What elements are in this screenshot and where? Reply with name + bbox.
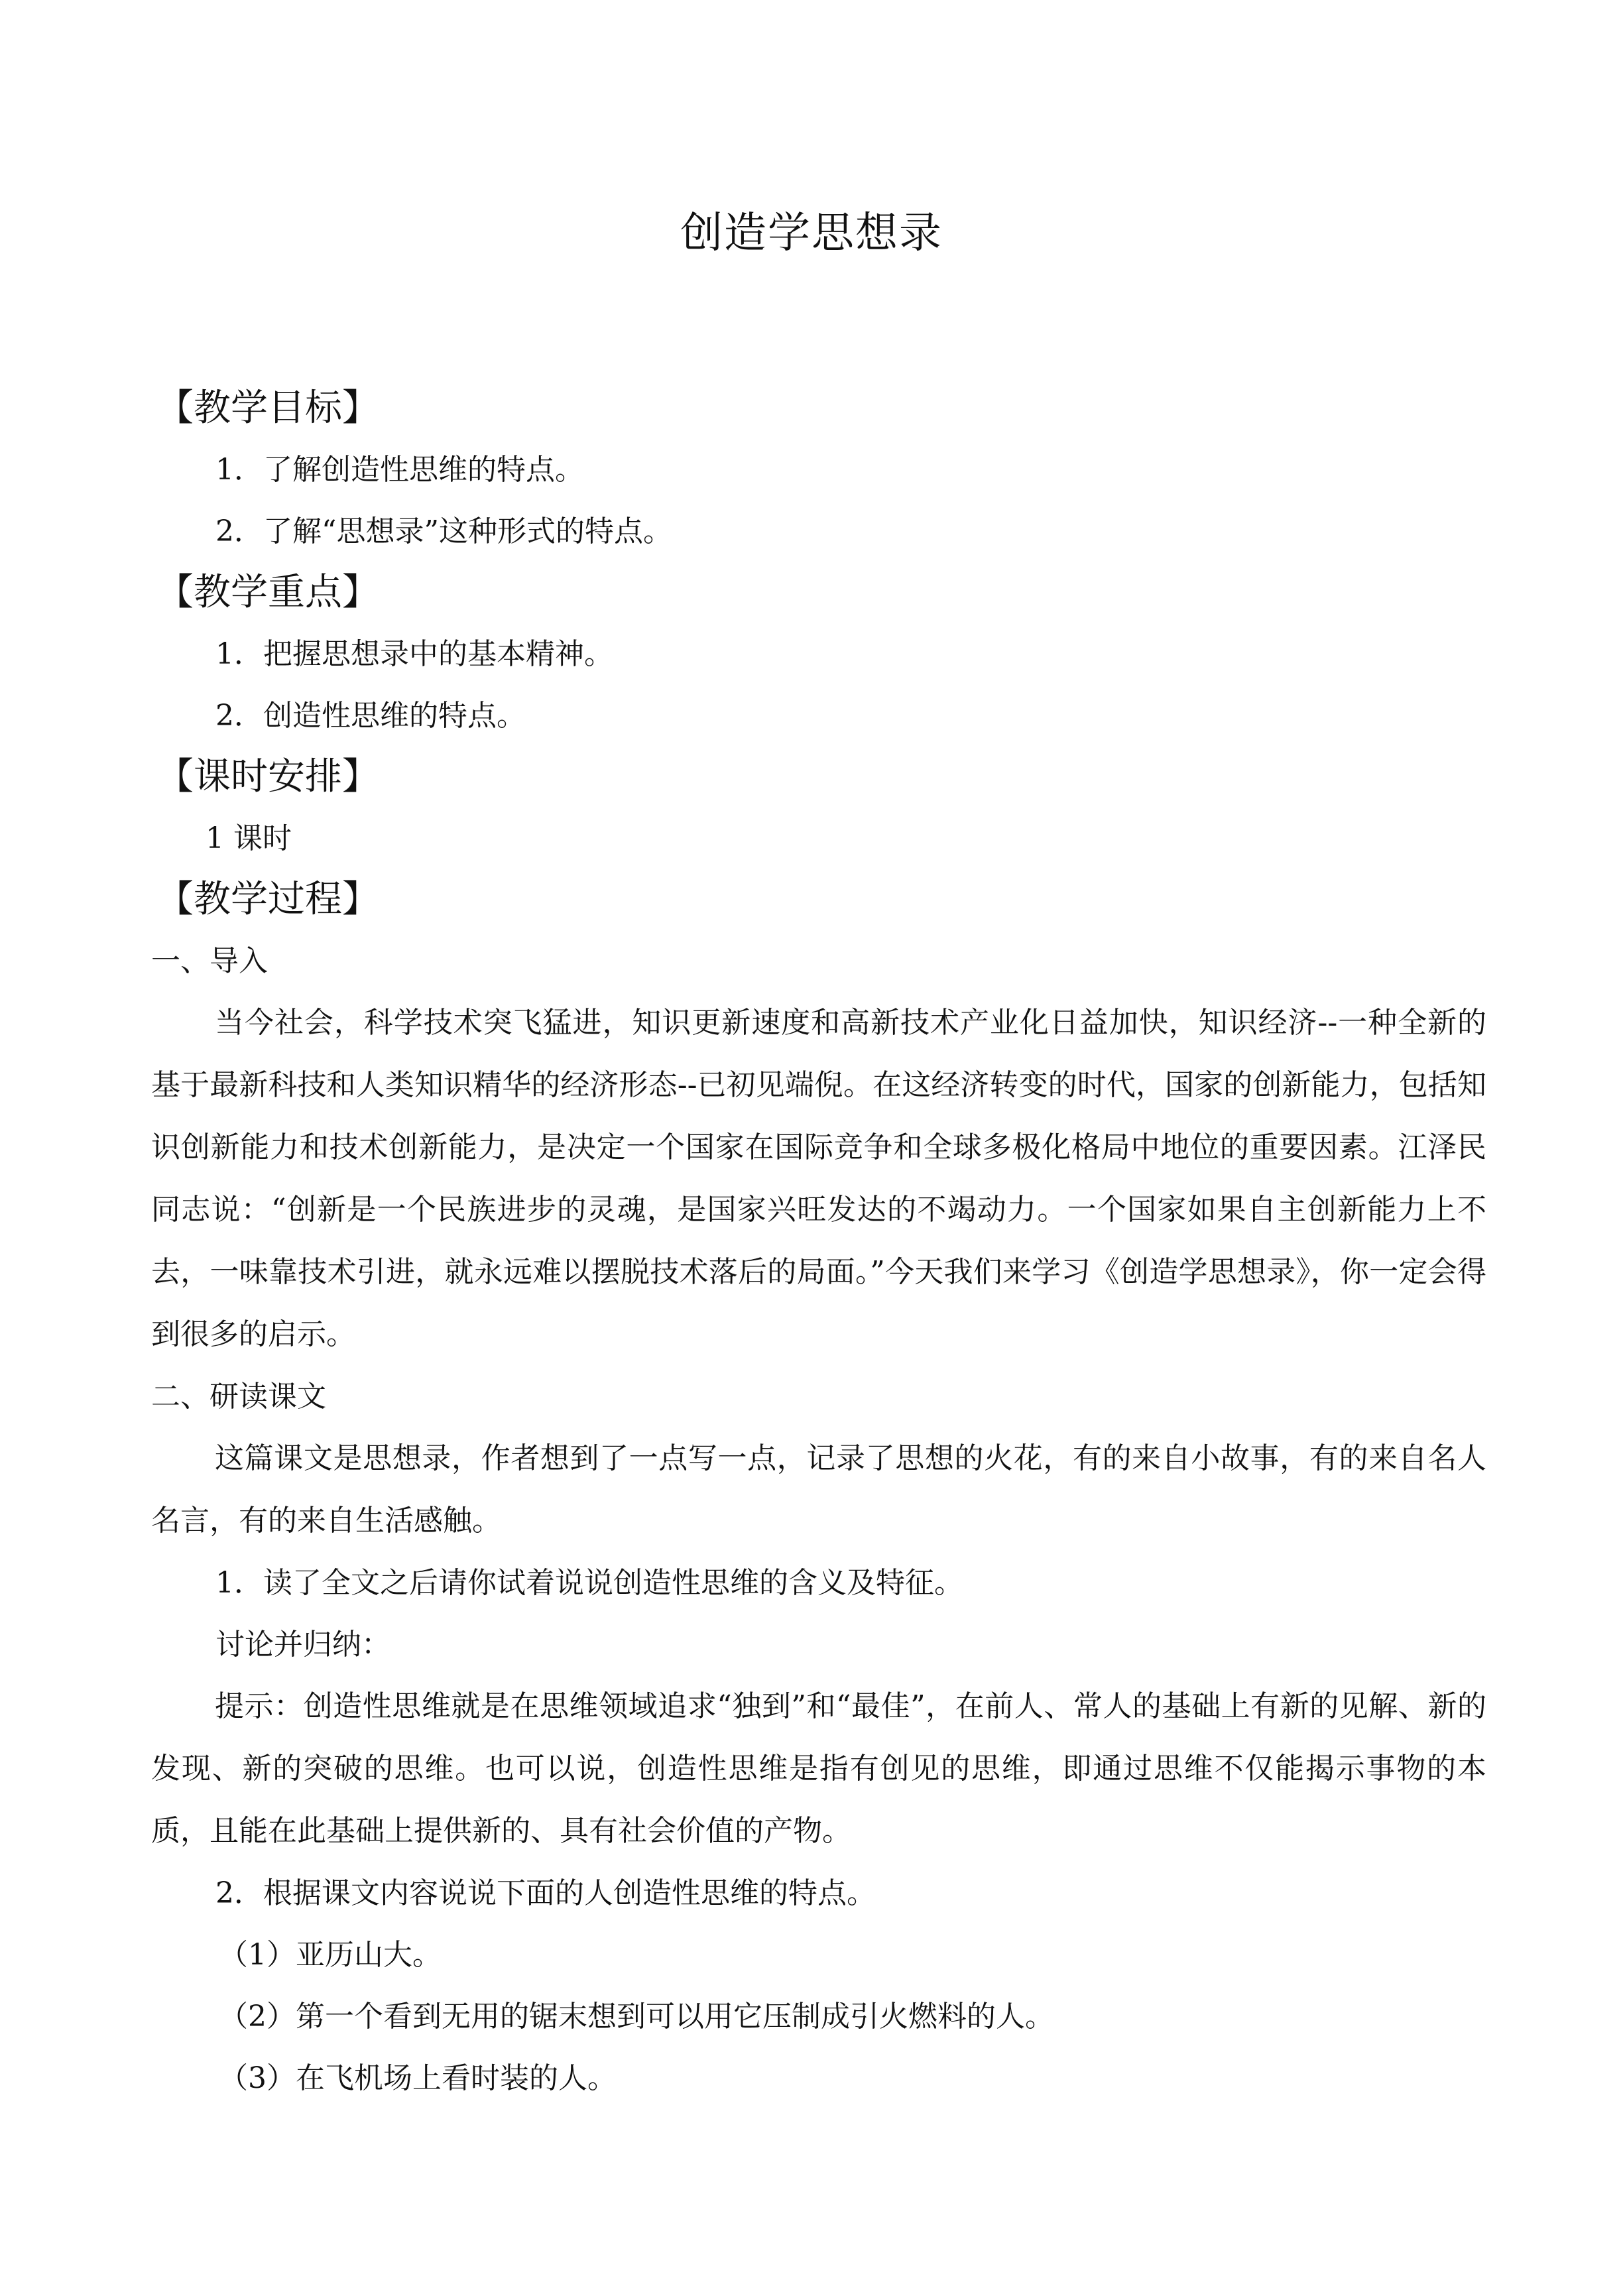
section-teaching-process: [151, 869, 1486, 2109]
step-label-reading: 二、研读课文: [151, 1380, 326, 1414]
step-label-intro: 一、导入: [151, 944, 268, 978]
list-item: 2．创造性思维的特点。: [215, 699, 526, 733]
reading-paragraph: 这篇课文是思想录，作者想到了一点写一点，记录了思想的火花，有的来自小故事，有的来自名人名言，有的来自生活感触。: [151, 1441, 1486, 1538]
sub-item: （2）第一个看到无用的锯末想到可以用它压制成引火燃料的人。: [219, 2000, 1054, 2033]
section-teaching-goals: [151, 378, 1486, 562]
discussion-label: 讨论并归纳：: [215, 1628, 391, 1662]
sub-item: （3）在飞机场上看时装的人。: [219, 2061, 617, 2095]
section-schedule: [151, 747, 1486, 869]
document-body: [151, 378, 1486, 2109]
list-item: 1．把握思想录中的基本精神。: [215, 637, 613, 671]
section-heading: 【课时安排】: [156, 755, 379, 798]
list-item: 2．了解“思想录”这种形式的特点。: [215, 514, 672, 548]
section-teaching-focus: [151, 562, 1486, 747]
section-heading: 【教学过程】: [156, 878, 379, 921]
section-heading: 【教学目标】: [156, 387, 379, 430]
intro-paragraph: 当今社会，科学技术突飞猛进，知识更新速度和高新技术产业化日益加快，知识经济--一种全新的基于最新科技和人类知识精华的经济形态--已初见端倪。在这经济转变的时代，国家的创新能力，包括知识创新能力和技术创新能力，是决定一个国家在国际竞争和全球多极化格局中地位的重要因素。江泽民同志说：“创新是一个民族进步的灵魂，是国家兴旺发达的不竭动力。一个国家如果自主创新能力上不去，一味靠技术引进，就永远难以摆脱技术落后的局面。”今天我们来学习《创造学思想录》，你一定会得到很多的启示。: [151, 1006, 1486, 1351]
document-title: 创造学思想录: [680, 209, 943, 258]
question-2: 2．根据课文内容说说下面的人创造性思维的特点。: [215, 1876, 876, 1910]
hint-paragraph: 提示：创造性思维就是在思维领域追求“独到”和“最佳”，在前人、常人的基础上有新的见解、新的发现、新的突破的思维。也可以说，创造性思维是指有创见的思维，即通过思维不仅能揭示事物的本质，且能在此基础上提供新的、具有社会价值的产物。: [151, 1689, 1486, 1848]
schedule-text: 1 课时: [206, 821, 292, 855]
section-heading: 【教学重点】: [156, 571, 379, 614]
list-item: 1．了解创造性思维的特点。: [215, 453, 584, 487]
sub-item: （1）亚历山大。: [219, 1938, 442, 1972]
question-1: 1．读了全文之后请你试着说说创造性思维的含义及特征。: [215, 1566, 963, 1600]
